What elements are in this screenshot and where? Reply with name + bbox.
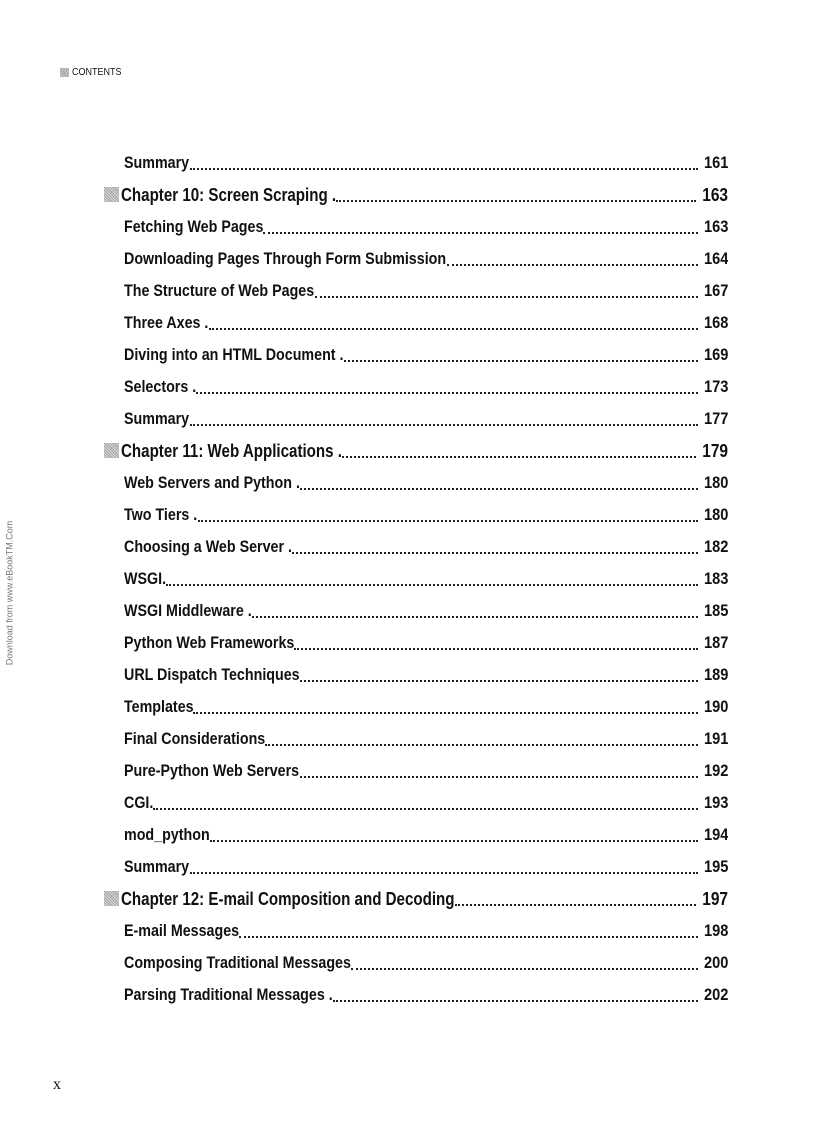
toc-entry-page: 195: [703, 857, 728, 876]
toc-section-entry[interactable]: [124, 214, 728, 238]
dot-leader: [190, 408, 698, 430]
dot-leader: [455, 888, 696, 910]
toc-section-entry[interactable]: [124, 406, 728, 430]
toc-entry-title: Summary: [124, 153, 190, 172]
toc-entry-page: 194: [703, 825, 728, 844]
header-label: CONTENTS: [72, 67, 122, 78]
toc-chapter-entry[interactable]: [104, 182, 728, 206]
toc-entry-page: 200: [703, 953, 728, 972]
toc-entry-page: 163: [703, 217, 728, 236]
toc-section-entry[interactable]: [124, 502, 728, 526]
toc-entry-page: 202: [703, 985, 728, 1004]
chapter-square-icon: [104, 187, 119, 202]
dot-leader: [300, 472, 697, 494]
toc-entry-title: Choosing a Web Server .: [124, 537, 292, 556]
toc-section-entry[interactable]: [124, 534, 728, 558]
toc-entry-page: 168: [703, 313, 728, 332]
dot-leader: [239, 920, 698, 942]
dot-leader: [252, 600, 698, 622]
dot-leader: [300, 664, 698, 686]
dot-leader: [190, 856, 698, 878]
toc-entry-title: Chapter 12: E-mail Composition and Decoding: [121, 889, 455, 909]
toc-entry-title: Selectors .: [124, 377, 197, 396]
toc-entry-page: 187: [703, 633, 728, 652]
dot-leader: [166, 568, 698, 590]
toc-section-entry[interactable]: [124, 918, 728, 942]
header-square-icon: [60, 68, 69, 77]
dot-leader: [198, 504, 698, 526]
toc-section-entry[interactable]: [124, 950, 728, 974]
toc-entry-title: Web Servers and Python .: [124, 473, 300, 492]
dot-leader: [315, 280, 698, 302]
toc-entry-title: CGI.: [124, 793, 154, 812]
toc-section-entry[interactable]: [124, 982, 728, 1006]
dot-leader: [333, 984, 697, 1006]
toc-section-entry[interactable]: [124, 822, 728, 846]
toc-section-entry[interactable]: [124, 598, 728, 622]
dot-leader: [294, 632, 697, 654]
toc-entry-title: E-mail Messages: [124, 921, 240, 940]
dot-leader: [344, 344, 698, 366]
toc-entry-title: URL Dispatch Techniques: [124, 665, 300, 684]
toc-entry-page: 164: [703, 249, 728, 268]
toc-section-entry[interactable]: [124, 758, 728, 782]
toc-entry-page: 197: [702, 889, 728, 909]
toc-entry-title: Composing Traditional Messages: [124, 953, 351, 972]
toc-entry-page: 167: [703, 281, 728, 300]
toc-entry-page: 190: [703, 697, 728, 716]
dot-leader: [210, 824, 698, 846]
toc-entry-title: Diving into an HTML Document .: [124, 345, 344, 364]
dot-leader: [190, 152, 698, 174]
dot-leader: [209, 312, 698, 334]
toc-section-entry[interactable]: [124, 310, 728, 334]
toc-entry-page: 189: [703, 665, 728, 684]
page-number: x: [53, 1076, 61, 1093]
toc-section-entry[interactable]: [124, 726, 728, 750]
toc-entry-title: Summary: [124, 409, 190, 428]
toc-section-entry[interactable]: [124, 374, 728, 398]
toc-chapter-entry[interactable]: [104, 438, 728, 462]
dot-leader: [196, 376, 697, 398]
toc-entry-title: The Structure of Web Pages: [124, 281, 315, 300]
dot-leader: [265, 728, 697, 750]
dot-leader: [342, 440, 696, 462]
dot-leader: [153, 792, 697, 814]
dot-leader: [300, 760, 698, 782]
toc-entry-title: WSGI Middleware .: [124, 601, 252, 620]
toc-entry-title: WSGI.: [124, 569, 167, 588]
toc-entry-title: Three Axes .: [124, 313, 209, 332]
toc-entry-page: 191: [703, 729, 728, 748]
toc-entry-title: Python Web Frameworks: [124, 633, 295, 652]
toc-section-entry[interactable]: [124, 630, 728, 654]
toc-entry-page: 163: [702, 185, 728, 205]
side-watermark: [3, 508, 15, 678]
toc-entry-page: 193: [703, 793, 728, 812]
toc-entry-title: Chapter 10: Screen Scraping .: [121, 185, 337, 205]
toc-entry-title: Downloading Pages Through Form Submission: [124, 249, 447, 268]
toc-entry-page: 173: [703, 377, 728, 396]
toc-section-entry[interactable]: [124, 278, 728, 302]
toc-section-entry[interactable]: [124, 566, 728, 590]
toc-entry-title: Templates: [124, 697, 194, 716]
running-header: [60, 67, 127, 78]
dot-leader: [447, 248, 698, 270]
toc-entry-page: 182: [703, 537, 728, 556]
watermark-text: Download from www.eBookTM.Com: [4, 520, 15, 666]
dot-leader: [263, 216, 697, 238]
toc-section-entry[interactable]: [124, 854, 728, 878]
dot-leader: [193, 696, 697, 718]
toc-entry-title: Summary: [124, 857, 190, 876]
toc-section-entry[interactable]: [124, 246, 728, 270]
dot-leader: [292, 536, 698, 558]
dot-leader: [351, 952, 698, 974]
toc-entry-page: 183: [703, 569, 728, 588]
toc-section-entry[interactable]: [124, 790, 728, 814]
toc-section-entry[interactable]: [124, 694, 728, 718]
toc-section-entry[interactable]: [124, 662, 728, 686]
toc-chapter-entry[interactable]: [104, 886, 728, 910]
dot-leader: [336, 184, 696, 206]
toc-section-entry[interactable]: [124, 470, 728, 494]
toc-entry-page: 180: [703, 473, 728, 492]
toc-entry-page: 161: [703, 153, 728, 172]
chapter-square-icon: [104, 891, 119, 906]
toc-entry-page: 198: [703, 921, 728, 940]
toc-entry-title: Fetching Web Pages: [124, 217, 264, 236]
toc-entry-page: 180: [703, 505, 728, 524]
toc-entry-title: Final Considerations: [124, 729, 266, 748]
toc-entry-title: Two Tiers .: [124, 505, 198, 524]
toc-entry-page: 169: [703, 345, 728, 364]
toc-section-entry[interactable]: [124, 150, 728, 174]
toc-entry-title: Pure-Python Web Servers: [124, 761, 300, 780]
toc-entry-page: 179: [702, 441, 728, 461]
toc-entry-page: 177: [703, 409, 728, 428]
toc-entry-title: Parsing Traditional Messages .: [124, 985, 333, 1004]
toc-entry-page: 185: [703, 601, 728, 620]
toc-section-entry[interactable]: [124, 342, 728, 366]
toc-entry-page: 192: [703, 761, 728, 780]
toc-entry-title: mod_python: [124, 825, 210, 844]
toc-entry-title: Chapter 11: Web Applications .: [121, 441, 342, 461]
chapter-square-icon: [104, 443, 119, 458]
